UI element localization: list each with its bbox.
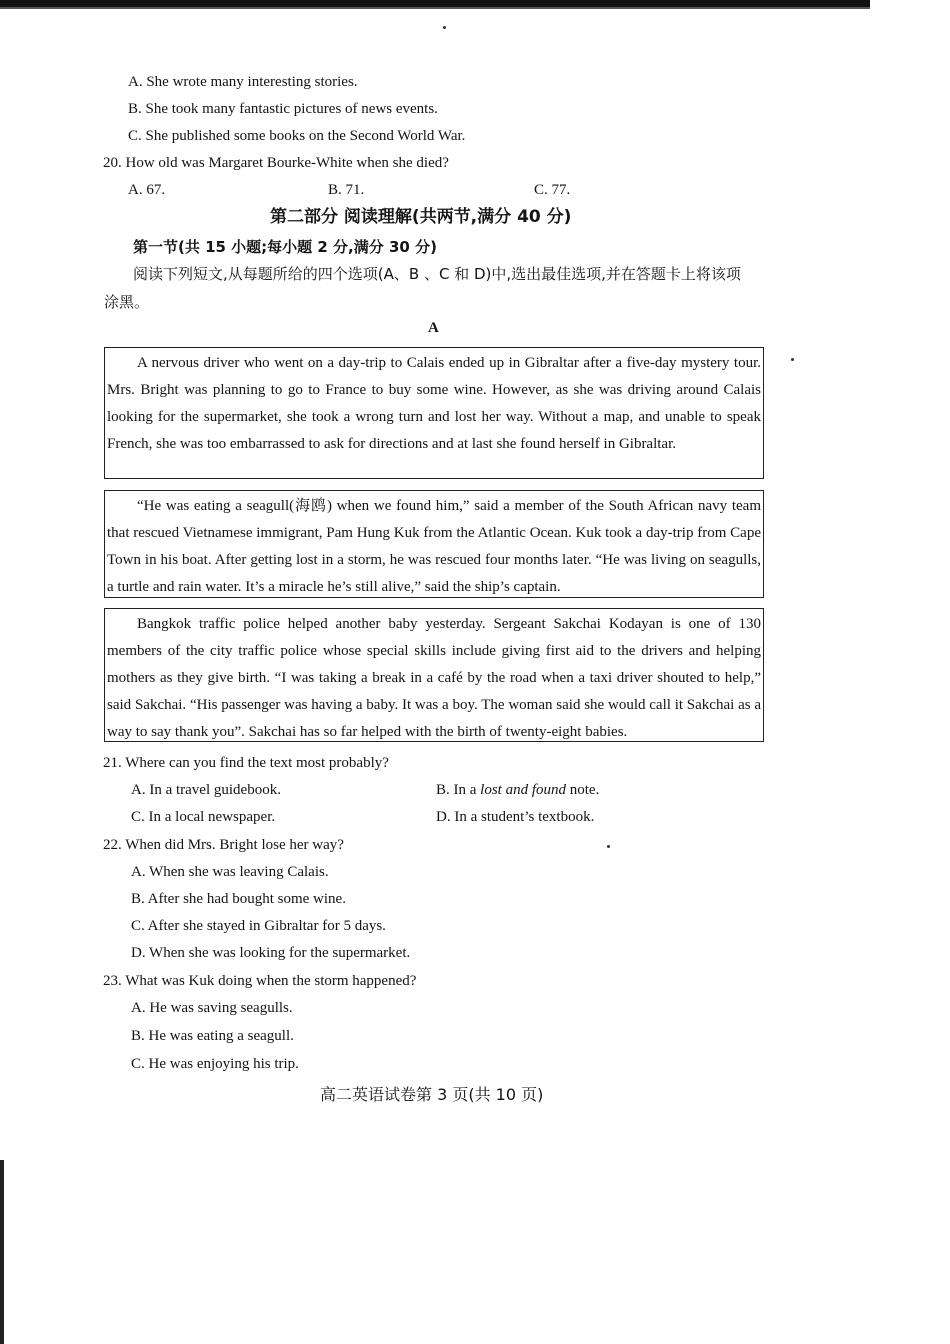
q21-option-c: C. In a local newspaper.	[131, 809, 276, 825]
passage-box-2	[104, 490, 764, 598]
q21-option-b-prefix: B. In a	[436, 782, 481, 798]
q19-option-b: B. She took many fantastic pictures of news events.	[128, 101, 438, 117]
section1-heading: 第一节(共 15 小题;每小题 2 分,满分 30 分)	[133, 238, 437, 256]
q20-option-c: C. 77.	[534, 182, 571, 198]
q22-stem: 22. When did Mrs. Bright lose her way?	[103, 837, 344, 853]
page-footer: 高二英语试卷第 3 页(共 10 页)	[320, 1085, 544, 1104]
q22-option-d: D. When she was looking for the supermarket.	[131, 945, 411, 961]
scan-speck	[607, 845, 610, 848]
scan-left-edge	[0, 1160, 4, 1344]
scan-top-border	[0, 0, 870, 7]
q22-option-c: C. After she stayed in Gibraltar for 5 days.	[131, 918, 386, 934]
scan-speck	[443, 26, 446, 29]
part2-title: 第二部分 阅读理解(共两节,满分 40 分)	[270, 207, 572, 227]
passage-text-1: A nervous driver who went on a day-trip to Calais ended up in Gibraltar after a five-day mystery tour. Mrs. Bright was planning to go to France to buy some wine. However, as she was driving around Calais looking for the supermarket, she took a wrong turn and lost her way. Without a map, and unable to speak French, she was too embarrassed to ask for directions and at last she found herself in Gibraltar.	[107, 355, 761, 452]
q23-option-c: C. He was enjoying his trip.	[131, 1056, 299, 1072]
q21-option-b-suffix: note.	[566, 782, 600, 798]
q19-option-c: C. She published some books on the Second World War.	[128, 128, 466, 144]
q19-option-a: A. She wrote many interesting stories.	[128, 74, 358, 90]
q22-option-b: B. After she had bought some wine.	[131, 891, 346, 907]
q21-option-b-italic: lost and found	[480, 782, 567, 798]
passage-text-3: Bangkok traffic police helped another baby yesterday. Sergeant Sakchai Kodayan is one of 130 members of the city traffic police whose special skills include giving first aid to the drivers and helping mothers as they give birth. “I was taking a break in a café by the road when a taxi driver shouted to help,” said Sakchai. “His passenger was having a baby. It was a boy. The woman said she would call it Sakchai as a way to say thank you”. Sakchai has so far helped with the birth of twenty-eight babies.	[107, 616, 761, 740]
passage-label: A	[428, 320, 439, 336]
q21-stem: 21. Where can you find the text most probably?	[103, 755, 389, 771]
q21-option-d: D. In a student’s textbook.	[436, 809, 595, 825]
instruction-line-2: 涂黑。	[104, 293, 150, 311]
q21-option-a: A. In a travel guidebook.	[131, 782, 281, 798]
q20-stem: 20. How old was Margaret Bourke-White when she died?	[103, 155, 449, 171]
q21-option-b	[436, 780, 599, 800]
passage-box-1	[104, 347, 764, 479]
passage-box-3	[104, 608, 764, 742]
passage-text-2: “He was eating a seagull(海鸥) when we found him,” said a member of the South African navy team that rescued Vietnamese immigrant, Pam Hung Kuk from the Atlantic Ocean. Kuk took a day-trip from Cape Town in his boat. After getting lost in a storm, he was rescued four months later. “He was living on seagulls, a turtle and rain water. It’s a miracle he’s still alive,” said the ship’s captain.	[107, 498, 761, 595]
scan-top-border-shadow	[0, 7, 870, 9]
scan-speck	[791, 358, 794, 361]
q20-option-b: B. 71.	[328, 182, 365, 198]
instruction-line-1: 阅读下列短文,从每题所给的四个选项(A、B 、C 和 D)中,选出最佳选项,并在答题卡上将该项	[133, 265, 741, 283]
q23-stem: 23. What was Kuk doing when the storm happened?	[103, 973, 417, 989]
q23-option-b: B. He was eating a seagull.	[131, 1028, 294, 1044]
q22-option-a: A. When she was leaving Calais.	[131, 864, 329, 880]
q23-option-a: A. He was saving seagulls.	[131, 1000, 293, 1016]
q20-option-a: A. 67.	[128, 182, 166, 198]
